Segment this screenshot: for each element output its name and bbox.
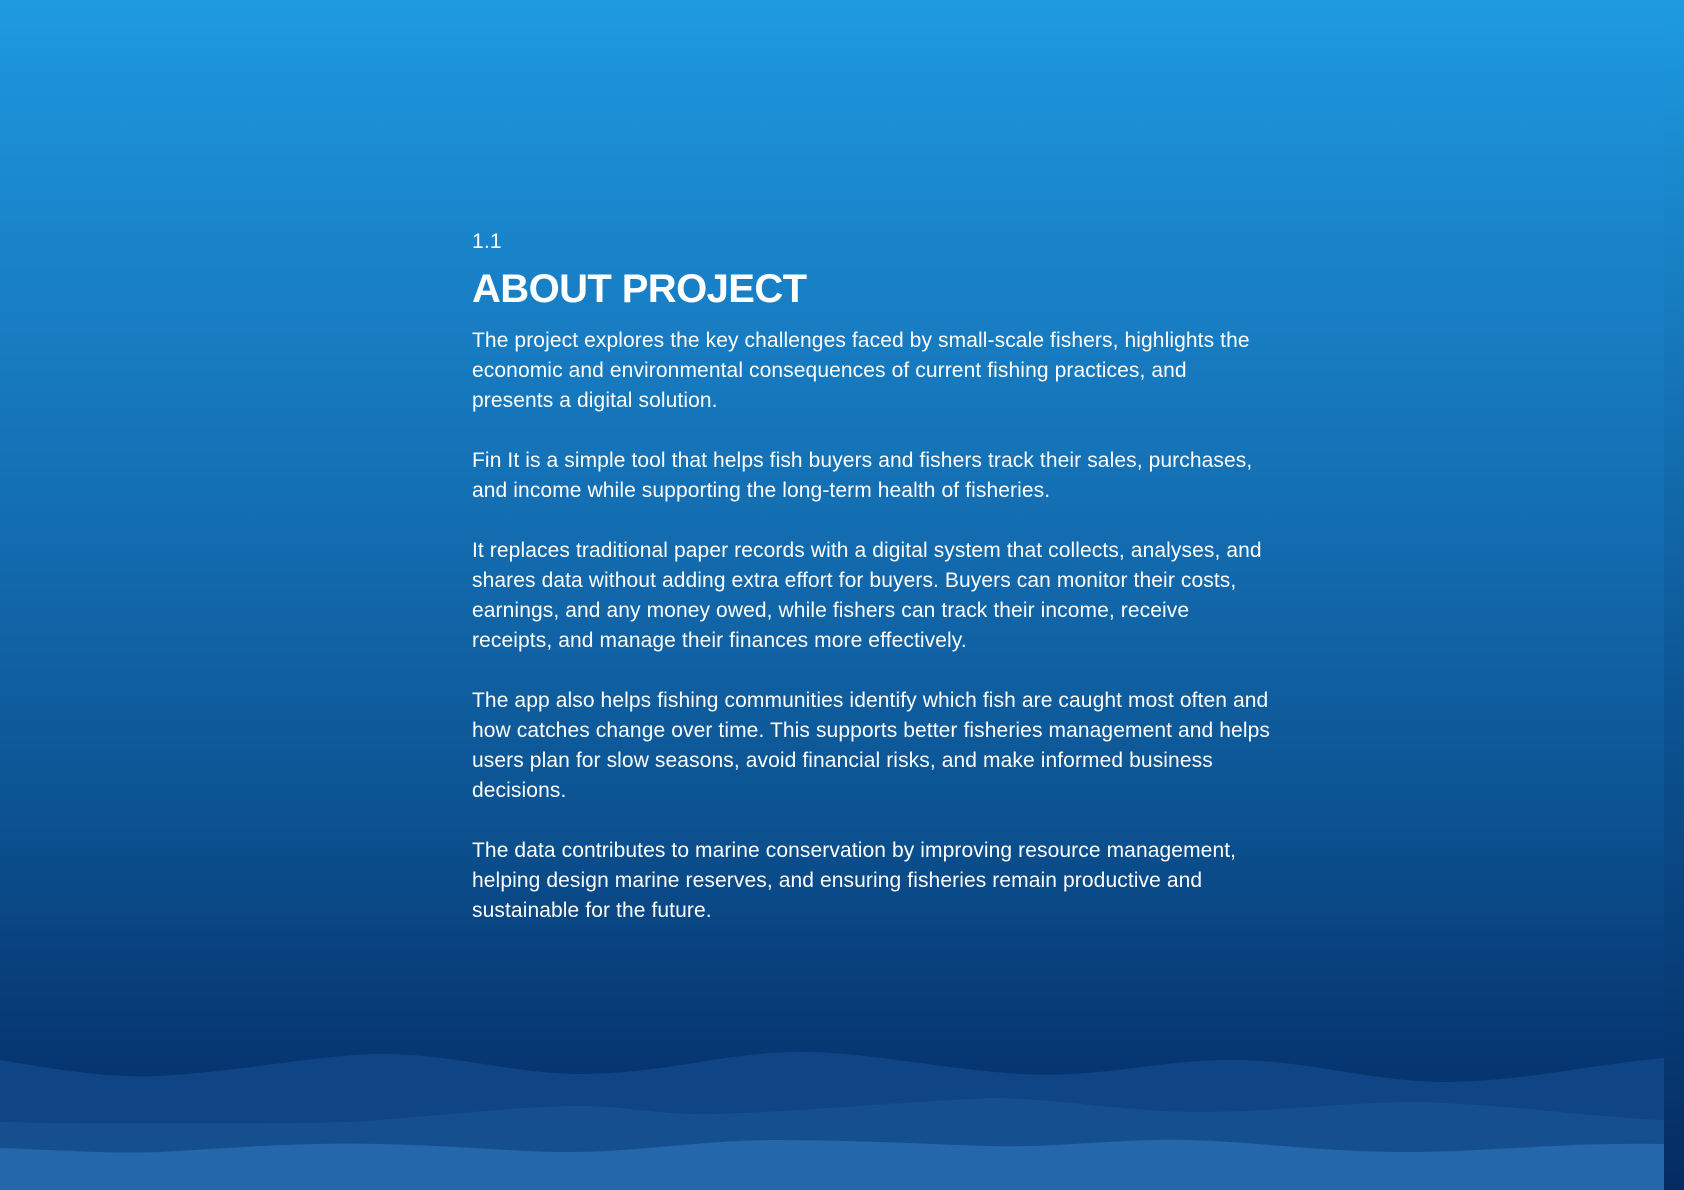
conservation-paragraph: The data contributes to marine conservation by improving resource management, helping design marine reserves, and ensuring fisheries remain productive and sustainable for the future. <box>472 839 1237 922</box>
section-title: ABOUT PROJECT <box>472 267 807 311</box>
section-number: 1.1 <box>472 230 502 253</box>
ocean-waves-decoration <box>0 1040 1684 1190</box>
digital-records-paragraph: It replaces traditional paper records with a digital system that collects, analyses, and shares data without adding extra effort for buyers. Buyers can monitor their costs, earnings, and any money owed, while fishers can track their income, receive receipts, and manage their finances more effectively. <box>472 539 1262 652</box>
page-edge-strip <box>1664 0 1684 1190</box>
product-paragraph: Fin It is a simple tool that helps fish buyers and fishers track their sales, purchases, and income while supporting the long-term health of fisheries. <box>472 449 1253 502</box>
intro-paragraph: The project explores the key challenges faced by small-scale fishers, highlights the economic and environmental consequences of current fishing practices, and presents a digital solution. <box>472 329 1250 412</box>
about-project-section <box>472 228 1292 956</box>
community-insights-paragraph: The app also helps fishing communities identify which fish are caught most often and how catches change over time. This supports better fisheries management and helps users plan for slow seasons, avoid financial risks, and make informed business decisions. <box>472 689 1270 802</box>
